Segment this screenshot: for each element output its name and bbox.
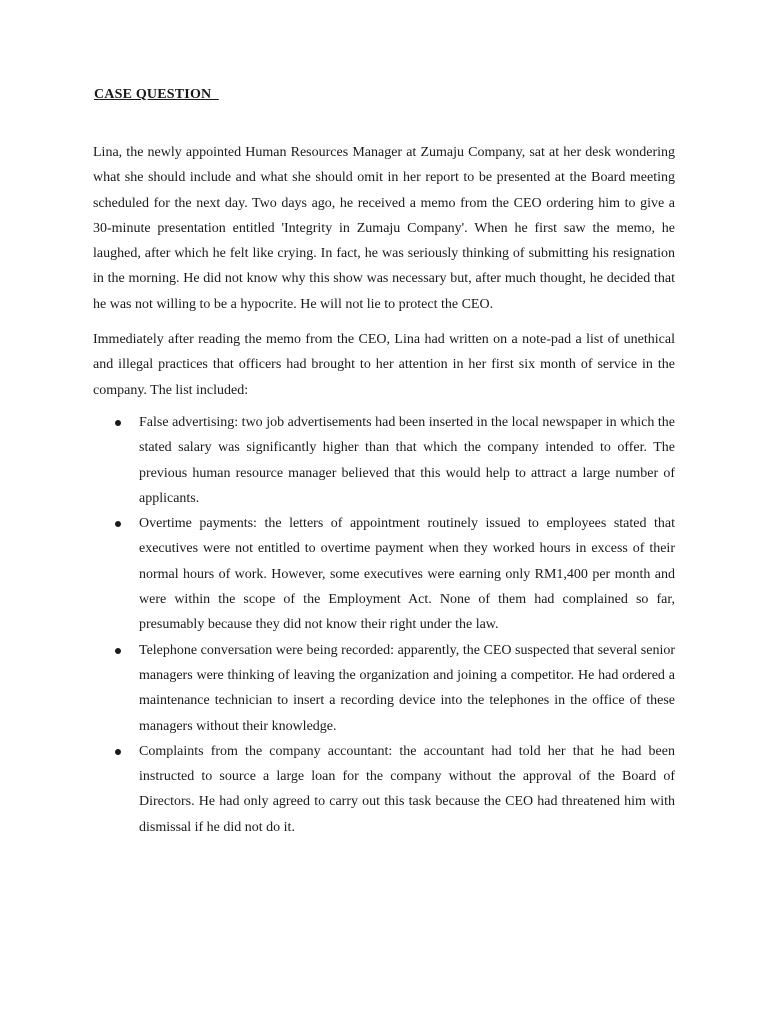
document-body [93,140,675,840]
bullet-icon [115,648,121,654]
list-item-text: Telephone conversation were being recorded: apparently, the CEO suspected that several senior managers were thinking of leaving the organization and joining a competitor. He had ordered a maintenance technician to insert a recording device into the telephones in the office of these managers without their knowledge. [139,642,675,734]
bullet-icon [115,749,121,755]
list-item-text: False advertising: two job advertisements had been inserted in the local newspaper in which the stated salary was significantly higher than that which the company intended to offer. The previous human resource manager believed that this would help to attract a large number of applicants. [139,414,675,506]
list-item-text: Complaints from the company accountant: the accountant had told her that he had been instructed to source a large loan for the company without the approval of the Board of Directors. He had only agreed to carry out this task because the CEO had threatened him with dismissal if he did not do it. [139,743,675,835]
list-item [93,638,675,739]
bullet-icon [115,521,121,527]
intro-paragraph: Lina, the newly appointed Human Resources Manager at Zumaju Company, sat at her desk wondering what she should include and what she should omit in her report to be presented at the Board meeting scheduled for the next day. Two days ago, he received a memo from the CEO ordering him to give a 30-minute presentation entitled 'Integrity in Zumaju Company'. When he first saw the memo, he laughed, after which he felt like crying. In fact, he was seriously thinking of submitting his resignation in the morning. He did not know why this show was necessary but, after much thought, he decided that he was not willing to be a hypocrite. He will not lie to protect the CEO. [93,145,675,312]
list-intro-paragraph: Immediately after reading the memo from the CEO, Lina had written on a note-pad a list of unethical and illegal practices that officers had brought to her attention in her first six month of service in the company. The list included: [93,332,675,398]
list-item [93,739,675,840]
practices-list [93,410,675,840]
list-item [93,410,675,511]
case-question-title: CASE QUESTION [94,87,219,102]
list-item-text: Overtime payments: the letters of appointment routinely issued to employees stated that executives were not entitled to overtime payment when they worked hours in excess of their normal hours of work. However, some executives were earning only RM1,400 per month and were within the scope of the Employment Act. None of them had complained so far, presumably because they did not know their right under the law. [139,516,675,633]
list-item [93,511,675,637]
bullet-icon [115,420,121,426]
